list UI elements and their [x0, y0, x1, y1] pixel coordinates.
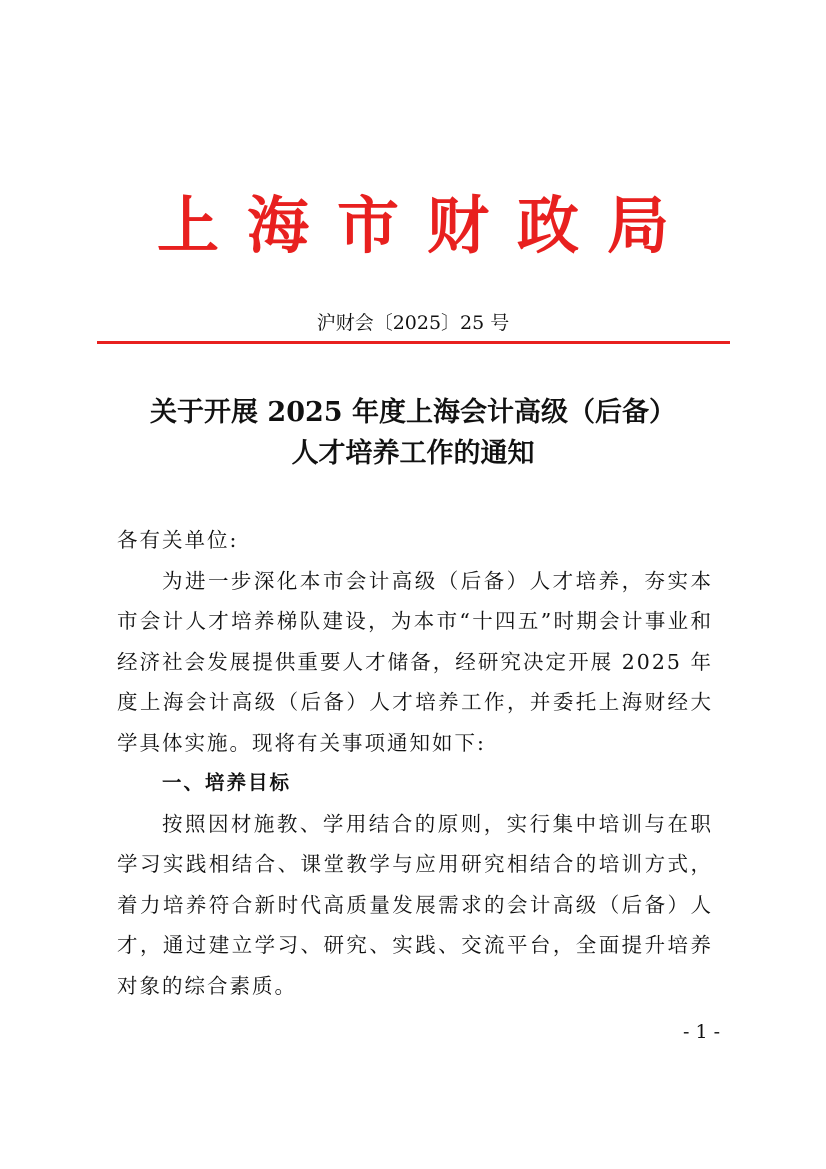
agency-title: 上海市财政局	[156, 189, 697, 262]
notice-title	[0, 392, 826, 474]
notice-title-line-2: 人才培养工作的通知	[291, 438, 535, 469]
section-heading-training-goals: 一、培养目标	[162, 771, 292, 794]
notice-body	[117, 520, 713, 1006]
salutation: 各有关单位:	[117, 528, 239, 552]
page-number: - 1 -	[682, 1021, 720, 1043]
intro-paragraph: 为进一步深化本市会计高级（后备）人才培养，夯实本市会计人才培养梯队建设，为本市“十四五”时期会计事业和经济社会发展提供重要人才储备，经研究决定开展 2025 年度上海会计高级（后备）人才培养工作，并委托上海财经大学具体实施。现将有关事项通知如下:	[117, 568, 713, 755]
notice-title-line-1: 关于开展 2025 年度上海会计高级（后备）	[150, 397, 676, 428]
training-goals-paragraph: 按照因材施教、学用结合的原则，实行集中培训与在职学习实践相结合、课堂教学与应用研究相结合的培训方式，着力培养符合新时代高质量发展需求的会计高级（后备）人才，通过建立学习、研究、实践、交流平台，全面提升培养对象的综合素质。	[117, 811, 713, 998]
red-separator-line	[97, 341, 730, 344]
document-number: 沪财会〔2025〕25 号	[316, 312, 510, 334]
